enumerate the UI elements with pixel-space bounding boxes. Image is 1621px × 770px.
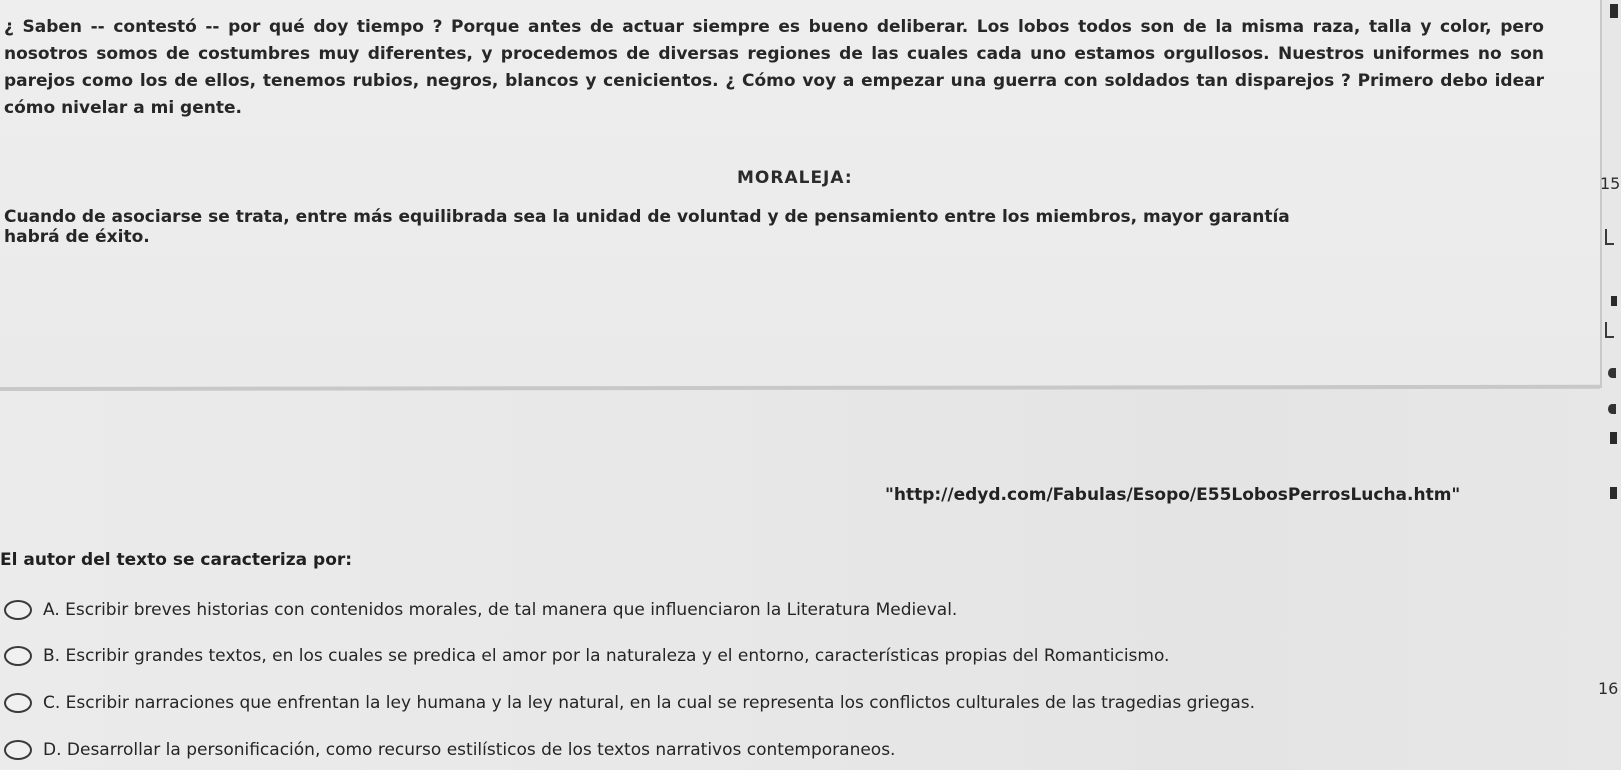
edge-bracket-icon — [1605, 229, 1614, 245]
option-c[interactable] — [4, 691, 1255, 715]
edge-circle-icon — [1608, 368, 1616, 378]
section-divider — [0, 385, 1600, 391]
option-label: C. Escribir narraciones que enfrentan la ley humana y la ley natural, en la cual se representa los conflictos culturales de las tragedias griegas. — [43, 693, 1256, 713]
radio-button-unselected-icon[interactable] — [4, 693, 32, 713]
edge-marker-icon — [1610, 432, 1617, 444]
option-label: D. Desarrollar la personificación, como recurso estilísticos de los textos narrativos contemporaneos. — [43, 740, 896, 760]
fable-paragraph: ¿ Saben -- contestó -- por qué doy tiempo ? Porque antes de actuar siempre es bueno deliberar. Los lobos todos son de la misma raza, talla y color, pero nosotros somos de costumbres muy diferentes, y procedemos de diversas regiones de las cuales cada uno estamos orgullosos. Nuestros uniformes no son parejos como los de ellos, tenemos rubios, negros, blancos y cenicientos. ¿ Cómo voy a empezar una guerra con soldados tan disparejos ? Primero debo idear cómo nivelar a mi gente. — [4, 17, 1544, 118]
option-label: A. Escribir breves historias con contenidos morales, de tal manera que influenciaron la Literatura Medieval. — [43, 600, 958, 620]
radio-button-unselected-icon[interactable] — [4, 646, 32, 666]
edge-bracket-icon — [1605, 322, 1614, 338]
edge-marker-icon — [1611, 296, 1617, 306]
moral-heading: MORALEJA: — [737, 168, 853, 188]
reading-panel — [0, 0, 1602, 388]
moral-paragraph: Cuando de asociarse se trata, entre más equilibrada sea la unidad de voluntad y de pensamiento entre los miembros, mayor garantía habrá de éxito. — [4, 207, 1290, 247]
edge-marker-icon — [1610, 487, 1617, 499]
option-label: B. Escribir grandes textos, en los cuales se predica el amor por la naturaleza y el entorno, características propias del Romanticismo. — [43, 646, 1170, 666]
option-d[interactable] — [4, 738, 895, 762]
question-prompt: El autor del texto se caracteriza por: — [0, 550, 353, 570]
page-number-16: 16 — [1598, 679, 1619, 698]
edge-circle-icon — [1608, 404, 1616, 414]
edge-marker-icon — [1610, 4, 1618, 18]
radio-button-unselected-icon[interactable] — [4, 740, 32, 760]
page-number-15: 15 — [1600, 174, 1621, 193]
radio-button-unselected-icon[interactable] — [4, 600, 32, 620]
option-b[interactable] — [4, 644, 1169, 668]
source-link[interactable]: "http://edyd.com/Fabulas/Esopo/E55LobosPerrosLucha.htm" — [885, 485, 1461, 505]
option-a[interactable] — [4, 598, 957, 622]
